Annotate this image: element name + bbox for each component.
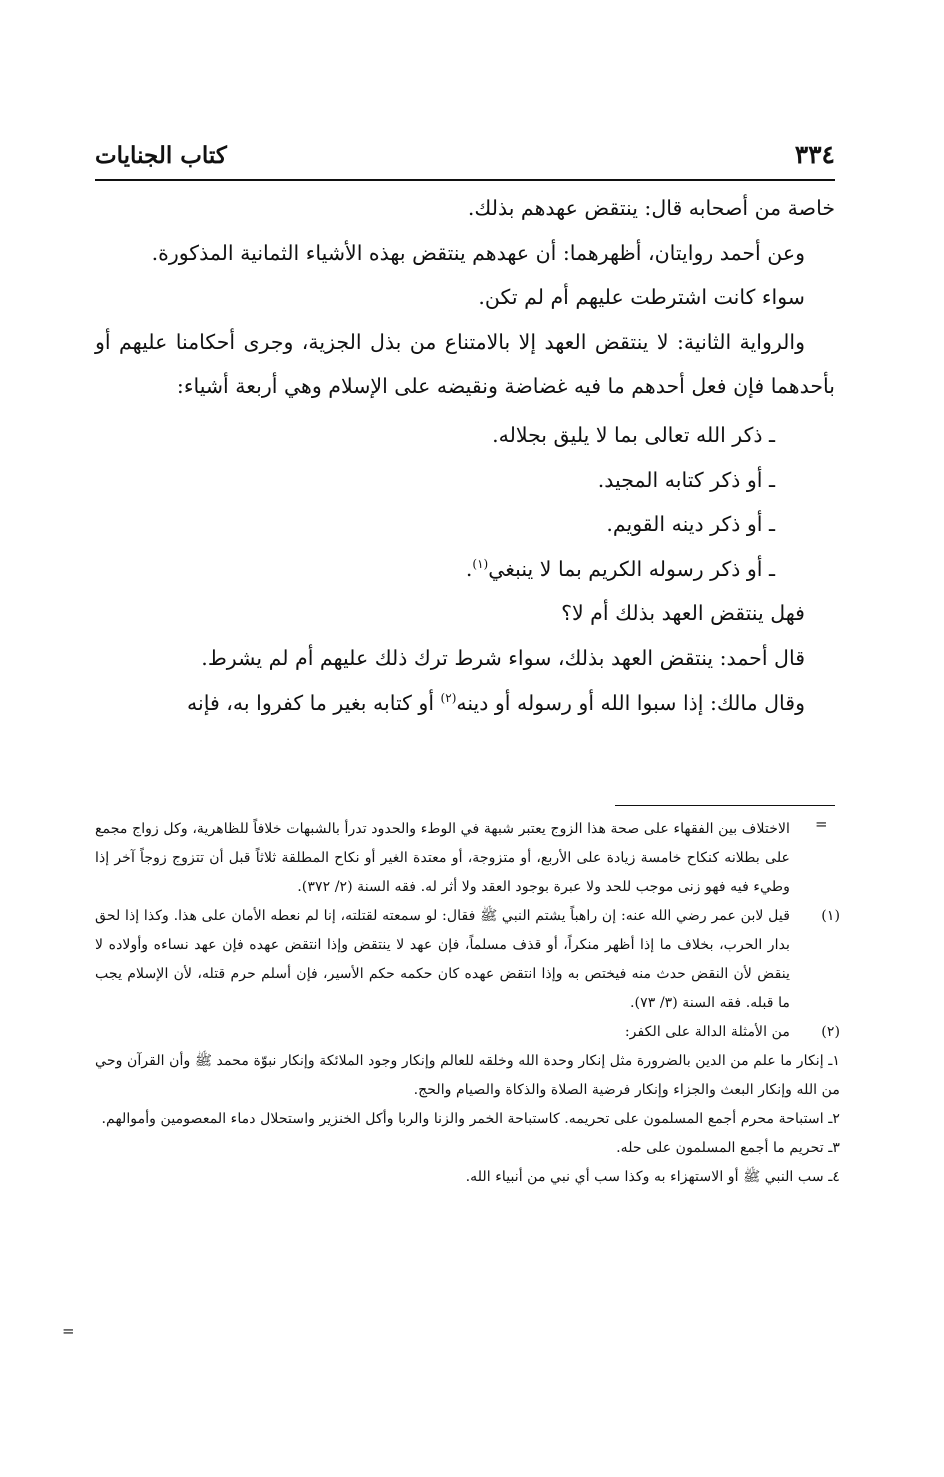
list-item-end: .: [465, 556, 473, 581]
paragraph: والرواية الثانية: لا ينتقض العهد إلا بالامتناع من بذل الجزية، وجرى أحكامنا عليهم أو بأحدهما فإن فعل أحدهم ما فيه غضاضة ونقيضه على الإسلام وهي أربعة أشياء:: [95, 329, 835, 399]
list-item-text: ـ أو ذكر رسوله الكريم بما لا ينبغي: [488, 556, 775, 581]
paragraph: فهل ينتقض العهد بذلك أم لا؟: [561, 601, 805, 626]
list-item: ـ أو ذكر دينه القويم.: [606, 512, 775, 537]
footnote-text: قيل لابن عمر رضي الله عنه: إن راهباً يشتم النبي ﷺ فقال: لو سمعته لقتلته، إنا لم نعطه الأمان على هذا. وكذا إذا لحق بدار الحرب، بخلاف ما إذا أظهر منكراً، أو قذف مسلماً، فإن عهد لا ينتقض وإذا انتقض عهده فإن عهد نساءه وأولاده لا ينقض لأن النقض حدث منه فيختص به وإذا انتقض عهده كان حكمه حكم الأسير، فإن أسلم حرم قتله، لأن الإسلام يجب ما قبله. فقه السنة (٣/ ٧٣).: [95, 908, 790, 1011]
paragraph: سواء كانت اشترطت عليهم أم لم تكن.: [478, 285, 805, 310]
footnote-continuation: [95, 815, 840, 902]
footnote-text: الاختلاف بين الفقهاء على صحة هذا الزوج يعتبر شبهة في الوطء والحدود تدرأ بالشبهات خلافاً للظاهرية، وكل زواج مجمع على بطلانه كنكاح خامسة زيادة على الأربع، أو متزوجة، أو معتدة الغير أو نكاح المطلقة ثلاثاً قبل أن تتزوج زوجاً آخر إذا وطيء فيه فهو زنى موجب للحد ولا عبرة بوجود العقد ولا أثر له. فقه السنة (٢/ ٣٧٢).: [95, 821, 790, 895]
list-item: [95, 547, 835, 592]
footnote-rule: [615, 805, 835, 806]
continuation-mark: =: [62, 1322, 75, 1340]
continuation-mark: =: [815, 815, 828, 833]
list-item: ـ أو ذكر كتابه المجيد.: [597, 467, 775, 492]
paragraph: خاصة من أصحابه قال: ينتقض عهدهم بذلك.: [467, 196, 835, 220]
paragraph: [95, 681, 835, 726]
page-header: [95, 140, 835, 176]
list-item: ـ ذكر الله تعالى بما لا يليق بجلاله.: [492, 422, 775, 447]
main-text: [95, 186, 835, 725]
footnote-list-item: ٣ـ تحريم ما أجمع المسلمون على حله.: [616, 1140, 840, 1156]
paragraph: قال أحمد: ينتقض العهد بذلك، سواء شرط ترك ذلك عليهم أم لم يشرط.: [201, 645, 805, 670]
page-number: ٣٣٤: [794, 140, 835, 169]
footnote-ref[interactable]: (١): [472, 556, 489, 571]
footnote-1: [95, 902, 840, 1018]
running-title: كتاب الجنايات: [95, 142, 227, 169]
footnote-number: (١): [821, 908, 840, 924]
paragraph-text: أو كتابه بغير ما كفروا به، فإنه: [187, 690, 441, 715]
footnote-list-item: ١ـ إنكار ما علم من الدين بالضرورة مثل إنكار وحدة الله وخلقه للعالم وإنكار وجود الملائكة وإنكار نبوّة محمد ﷺ وأن القرآن وحي من الله وإنكار البعث والجزاء وإنكار فرضية الصلاة والذكاة والصيام والحج.: [95, 1053, 840, 1098]
footnote-list-item: ٤ـ سب النبي ﷺ أو الاستهزاء به وكذا سب أي نبي من أنبياء الله.: [465, 1169, 840, 1185]
footnote-number: (٢): [821, 1024, 840, 1040]
header-rule: [95, 179, 835, 181]
paragraph: وعن أحمد روايتان، أظهرهما: أن عهدهم ينتقض بهذه الأشياء الثمانية المذكورة.: [151, 240, 805, 265]
footnote-list-item: ٢ـ استباحة محرم أجمع المسلمون على تحريمه. كاستباحة الخمر والزنا والربا وأكل الخنزير واستحلال دماء المعصومين وأموالهم.: [101, 1111, 840, 1127]
footnote-ref[interactable]: (٢): [440, 690, 457, 705]
footnote-2: [95, 1018, 840, 1047]
footnote-text: من الأمثلة الدالة على الكفر:: [624, 1024, 790, 1040]
footnotes: [95, 815, 840, 1192]
paragraph-text: وقال مالك: إذا سبوا الله أو رسوله أو دينه: [456, 690, 805, 715]
